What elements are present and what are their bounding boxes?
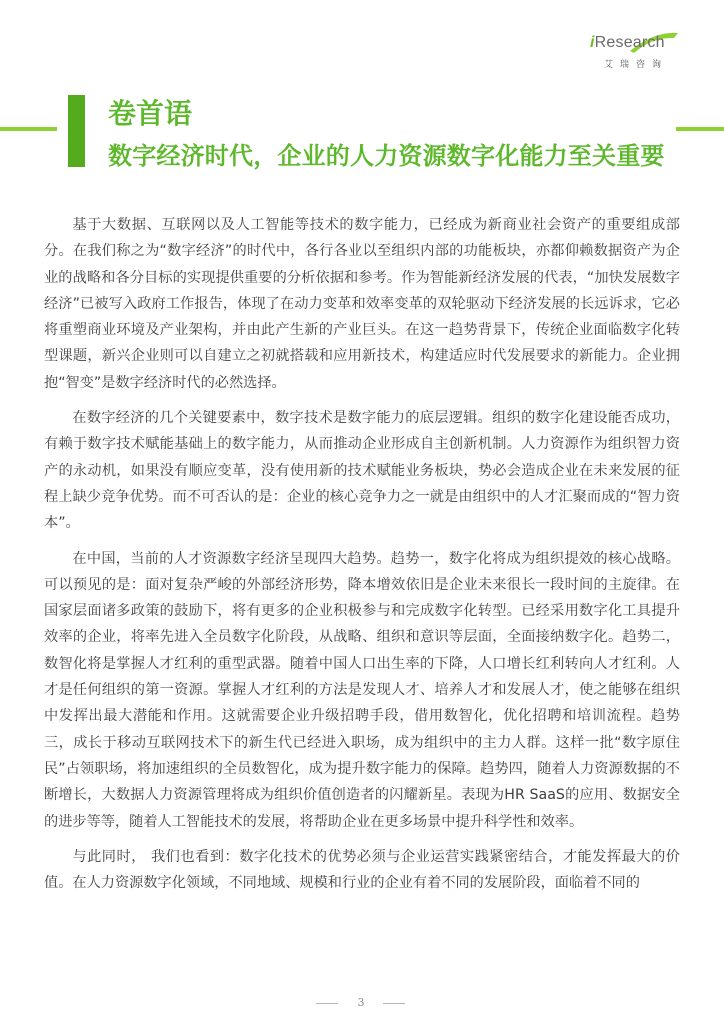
page-number: 3 [357,996,365,1009]
footer-line-right [383,1003,405,1004]
article-body [44,212,680,905]
iresearch-logo [590,33,680,71]
paragraph: 与此同时， 我们也看到：数字化技术的优势必须与企业运营实践紧密结合，才能发挥最大的价值。在人力资源数字化领域，不同地域、规模和行业的企业有着不同的发展阶段，面临着不同的 [44,848,680,892]
title-accent-bar [68,95,85,167]
page-footer [0,996,724,1012]
footer-line-left [316,1003,338,1004]
paragraph: 在中国，当前的人才资源数字经济呈现四大趋势。趋势一，数字化将成为组织提效的核心战略。可以预见的是：面对复杂严峻的外部经济形势，降本增效依旧是企业未来很长一段时间的主旋律。在国家层面诸多政策的鼓励下，将有更多的企业积极参与和完成数字化转型。已经采用数字化工具提升效率的企业，将率先进入全员数字化阶段，从战略、组织和意识等层面，全面接纳数字化。趋势二，数智化将是掌握人才红利的重型武器。随着中国人口出生率的下降，人口增长红利转向人才红利。人才是任何组织的第一资源。掌握人才红利的方法是发现人才、培养人才和发展人才，使之能够在组织中发挥出最大潜能和作用。这就需要企业升级招聘手段，借用数智化，优化招聘和培训流程。趋势三，成长于移动互联网技术下的新生代已经进入职场，成为组织中的主力人群。这样一批“数字原住民”占领职场，将加速组织的全员数智化，成为提升数字能力的保障。趋势四，随着人力资源数据的不断增长，大数据人力资源管理将成为组织价值创造者的闪耀新星。表现为HR SaaS的应用、数据安全的进步等等，随着人工智能技术的发展，将帮助企业在更多场景中提升科学性和效率。 [44,550,680,830]
logo-subtitle: 艾瑞咨询 [604,60,669,70]
page-title: 卷首语 [108,97,193,130]
paragraph: 基于大数据、互联网以及人工智能等技术的数字能力，已经成为新商业社会资产的重要组成部分。在我们称之为“数字经济”的时代中，各行各业以至组织内部的功能板块，亦都仰赖数据资产为企业的战略和各分目标的实现提供重要的分析依据和参考。作为智能新经济发展的代表，“加快发展数字经济”已被写入政府工作报告，体现了在动力变革和效率变革的双轮驱动下经济发展的长远诉求，它必将重塑商业环境及产业架构，并由此产生新的产业巨头。在这一趋势背景下，传统企业面临数字化转型课题，新兴企业则可以自建立之初就搭载和应用新技术，构建适应时代发展要求的新能力。企业拥抱“智变”是数字经济时代的必然选择。 [44,217,680,391]
paragraph: 在数字经济的几个关键要素中，数字技术是数字能力的底层逻辑。组织的数字化建设能否成功，有赖于数字技术赋能基础上的数字能力，从而推动企业形成自主创新机制。人力资源作为组织智力资产的永动机，如果没有顺应变革，没有使用新的技术赋能业务板块，势必会造成企业在未来发展的征程上缺少竞争优势。而不可否认的是：企业的核心竞争力之一就是由组织中的人才汇聚而成的“智力资本”。 [44,410,680,532]
page-subtitle: 数字经济时代，企业的人力资源数字化能力至关重要 [108,142,665,170]
header-rule-left [0,127,57,131]
header-rule-right [676,127,724,131]
logo-wordmark: iResearch [590,34,665,51]
